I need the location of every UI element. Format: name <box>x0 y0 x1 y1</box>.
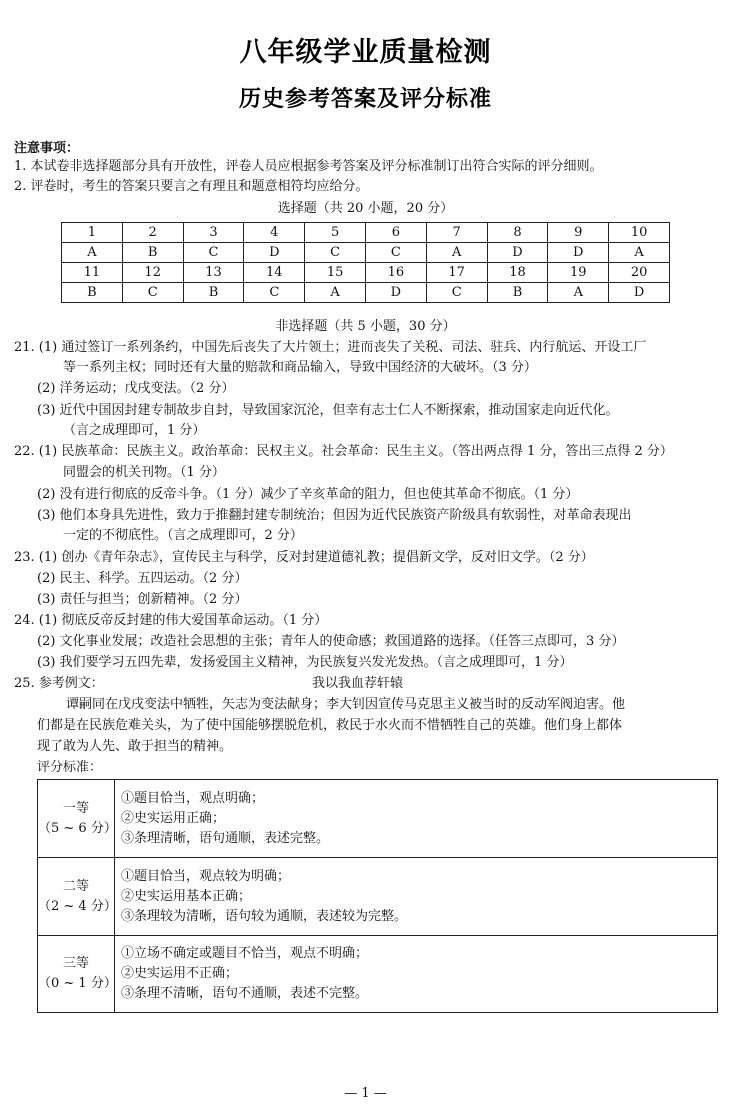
rubric-criterion: ②史实运用正确； <box>121 810 226 826</box>
answer-cell: B <box>122 243 183 263</box>
grading-rubric-table <box>37 779 718 1013</box>
question-number-cell: 5 <box>305 223 366 243</box>
note-item: 1. 本试卷非选择题部分具有开放性，评卷人员应根据参考答案及评分标准制订出符合实际的评分细则。 <box>14 159 603 174</box>
notes-heading: 注意事项： <box>14 141 80 156</box>
rubric-criterion: ③条理较为清晰，语句较为通顺，表述较为完整。 <box>121 908 408 924</box>
question-number-cell: 4 <box>244 223 305 243</box>
answer-line: 23. (1) 创办《青年杂志》，宣传民主与科学，反对封建道德礼教；提倡新文学，反对旧文学。（2 分） <box>14 550 594 565</box>
answer-cell: A <box>548 283 609 303</box>
answer-cell: C <box>122 283 183 303</box>
rubric-criterion: ①题目恰当，观点较为明确； <box>121 868 291 884</box>
rubric-score-range: （0 ~ 1 分） <box>38 976 117 991</box>
question-number-cell: 10 <box>609 223 670 243</box>
answer-line: 25. 参考例文： <box>14 676 104 691</box>
question-number-cell: 18 <box>487 263 548 283</box>
answer-cell: C <box>365 243 426 263</box>
question-number-cell: 15 <box>305 263 366 283</box>
rubric-criterion: ②史实运用不正确； <box>121 966 239 981</box>
answer-cell: D <box>244 243 305 263</box>
rubric-score-range: （2 ~ 4 分） <box>38 898 117 914</box>
table-row <box>38 780 718 858</box>
rubric-criterion: ①题目恰当，观点明确； <box>121 790 265 806</box>
rubric-level-cell <box>38 936 115 1013</box>
answer-cell: A <box>426 243 487 263</box>
question-number-cell: 7 <box>426 223 487 243</box>
non-choice-section-heading: 非选择题（共 5 小题，30 分） <box>275 319 456 334</box>
note-item: 2. 评卷时，考生的答案只要言之有理且和题意相符均应给分。 <box>14 179 369 194</box>
question-number-cell: 8 <box>487 223 548 243</box>
answer-line: 同盟会的机关刊物。（1 分） <box>63 465 225 480</box>
table-row <box>38 936 718 1013</box>
choice-answer-table <box>61 222 670 303</box>
answer-cell: D <box>487 243 548 263</box>
answer-cell: C <box>426 283 487 303</box>
answer-cell: D <box>365 283 426 303</box>
essay-paragraph-line: 谭嗣同在戊戌变法中牺牲，矢志为变法献身；李大钊因宣传马克思主义被当时的反动军阀迫害。他 <box>66 697 626 712</box>
rubric-level-cell <box>38 780 115 858</box>
rubric-criteria-cell <box>115 858 718 936</box>
answer-line: (3) 他们本身具先进性，致力于推翻封建专制统治；但因为近代民族资产阶级具有软弱性，对革命表现出 <box>37 508 632 523</box>
table-row <box>38 858 718 936</box>
essay-paragraph-line: 们都是在民族危难关头，为了使中国能够摆脱危机，救民于水火而不惜牺牲自己的英雄。他们身上都体 <box>37 718 623 733</box>
answer-line: (2) 文化事业发展；改造社会思想的主张；青年人的使命感；救国道路的选择。（任答三点即可，3 分） <box>37 634 625 649</box>
answer-line: 一定的不彻底性。（言之成理即可，2 分） <box>63 528 303 543</box>
rubric-criterion: ③条理不清晰，语句不通顺，表述不完整。 <box>121 986 369 1001</box>
question-number-cell: 3 <box>183 223 244 243</box>
question-number-cell: 13 <box>183 263 244 283</box>
answer-cell: B <box>487 283 548 303</box>
answer-line: (3) 近代中国因封建专制故步自封，导致国家沉沦，但幸有志士仁人不断探索，推动国家走向近代化。 <box>37 403 619 418</box>
page-title: 八年级学业质量检测 <box>239 37 492 68</box>
answer-cell: D <box>609 283 670 303</box>
question-number-cell: 1 <box>62 223 123 243</box>
rubric-criterion: ③条理清晰，语句通顺，表述完整。 <box>121 830 330 846</box>
answer-cell: A <box>609 243 670 263</box>
rubric-score-range: （5 ~ 6 分） <box>38 820 117 836</box>
answer-line: (2) 洋务运动；戊戌变法。（2 分） <box>37 381 235 396</box>
answer-cell: A <box>62 243 123 263</box>
table-row <box>62 243 670 263</box>
answer-cell: A <box>305 283 366 303</box>
answer-line: (2) 没有进行彻底的反帝斗争。（1 分）减少了辛亥革命的阻力，但也使其革命不彻底。（1 分） <box>37 487 579 502</box>
answer-cell: B <box>183 283 244 303</box>
table-row <box>62 263 670 283</box>
question-number-cell: 20 <box>609 263 670 283</box>
rubric-criterion: ①立场不确定或题目不恰当，观点不明确； <box>121 946 369 961</box>
question-number-cell: 19 <box>548 263 609 283</box>
answer-line: 24. (1) 彻底反帝反封建的伟大爱国革命运动。（1 分） <box>14 613 328 628</box>
answer-line: （言之成理即可，1 分） <box>63 423 206 438</box>
answer-cell: D <box>548 243 609 263</box>
question-number-cell: 6 <box>365 223 426 243</box>
answer-cell: C <box>244 283 305 303</box>
rubric-criterion: ②史实运用基本正确； <box>121 888 252 904</box>
answer-cell: C <box>183 243 244 263</box>
rubric-criteria-cell <box>115 780 718 858</box>
answer-line: (3) 我们要学习五四先辈，发扬爱国主义精神，为民族复兴发光发热。（言之成理即可，1 分） <box>37 655 573 670</box>
rubric-criteria-cell <box>115 936 718 1013</box>
question-number-cell: 11 <box>62 263 123 283</box>
question-number-cell: 14 <box>244 263 305 283</box>
question-number-cell: 16 <box>365 263 426 283</box>
page-subtitle: 历史参考答案及评分标准 <box>238 86 492 112</box>
essay-paragraph-line: 现了敢为人先、敢于担当的精神。 <box>37 739 233 754</box>
answer-line: (2) 民主、科学。五四运动。（2 分） <box>37 571 248 586</box>
answer-line: 21. (1) 通过签订一系列条约，中国先后丧失了大片领土；进而丧失了关税、司法、驻兵、内行航运、开设工厂 <box>14 340 647 355</box>
table-row <box>62 283 670 303</box>
table-row <box>62 223 670 243</box>
rubric-heading: 评分标准： <box>37 760 103 775</box>
rubric-level: 三等 <box>62 956 89 971</box>
question-number-cell: 2 <box>122 223 183 243</box>
question-number-cell: 17 <box>426 263 487 283</box>
answer-cell: B <box>62 283 123 303</box>
essay-title: 我以我血荐轩辕 <box>312 676 404 691</box>
page-number: — 1 — <box>344 1086 387 1101</box>
rubric-level: 一等 <box>62 800 89 816</box>
answer-line: 22. (1) 民族革命：民族主义。政治革命：民权主义。社会革命：民生主义。（答出两点得 1 分，答出三点得 2 分） <box>14 444 673 459</box>
answer-cell: C <box>305 243 366 263</box>
question-number-cell: 9 <box>548 223 609 243</box>
question-number-cell: 12 <box>122 263 183 283</box>
choice-section-heading: 选择题（共 20 小题，20 分） <box>277 201 454 216</box>
rubric-level-cell <box>38 858 115 936</box>
answer-line: 等一系列主权；同时还有大量的赔款和商品输入，导致中国经济的大破坏。（3 分） <box>63 360 537 375</box>
rubric-level: 二等 <box>62 878 89 894</box>
answer-line: (3) 责任与担当；创新精神。（2 分） <box>37 592 248 607</box>
